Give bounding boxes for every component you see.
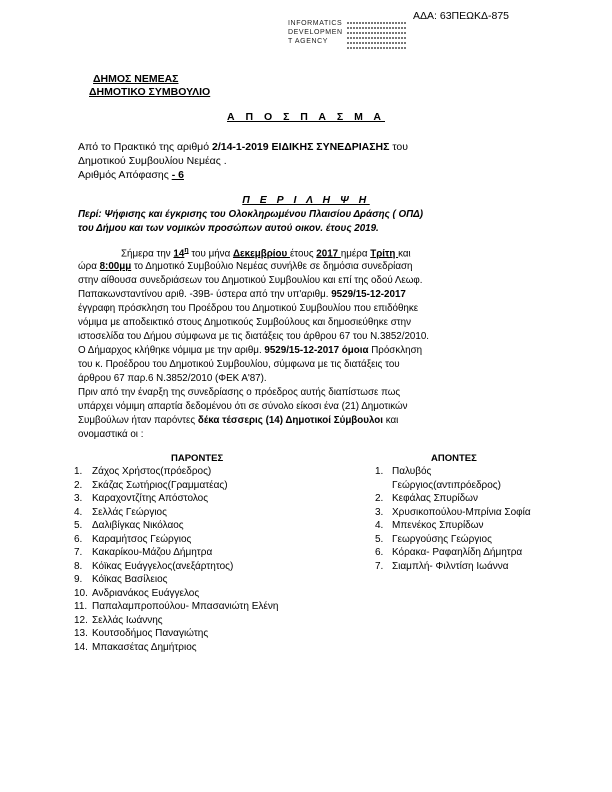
body-line: έγγραφη πρόσκληση του Προέδρου του Δημοτικού Συμβουλίου που επιδόθηκε	[78, 303, 419, 314]
list-item-number: 4.	[375, 520, 384, 531]
list-item-number: 6.	[375, 547, 384, 558]
summary-heading: Π Ε Ρ Ι Λ Η Ψ Η	[242, 194, 370, 206]
body-line: άρθρου 67 παρ.6 Ν.3852/2010 (ΦΕΚ Α'87).	[78, 373, 267, 384]
body-line: Σήμερα την $14^\eta$ του μήνα Δεκεμβρίου έτους 2017 ημέρα Τρίτη και	[121, 247, 411, 260]
list-item-name: Σκάζας Σωτήριος(Γραμματέας)	[92, 479, 228, 491]
list-item-name: Ανδριανάκος Ευάγγελος	[92, 587, 200, 599]
subject-line-1: Περί: Ψήφισης και έγκρισης του Ολοκληρωμένου Πλαισίου Δράσης ( ΟΠΔ)	[78, 209, 423, 220]
list-item-name: Κόϊκας Βασίλειος	[92, 574, 168, 585]
list-item-name: Κακαρίκου-Μάζου Δήμητρα	[92, 547, 213, 558]
list-item-number: 11.	[74, 601, 88, 612]
list-item-number: 2.	[74, 479, 83, 491]
list-item-name: Καραχοντζίτης Απόστολος	[92, 493, 209, 504]
body-line: Ο Δήμαρχος κλήθηκε νόμιμα με την αριθμ. 9529/15-12-2017 όμοια Πρόσκληση	[78, 345, 423, 356]
list-item-name: Μπακασέτας Δημήτριος	[92, 641, 197, 653]
list-item-name: Παλυβός	[392, 466, 432, 477]
list-item-name: Σιαμπλή- Φιλντίση Ιωάννα	[392, 560, 509, 572]
list-item-number: 3.	[375, 506, 384, 518]
list-item-number: 1.	[375, 466, 384, 477]
body-line: στην αίθουσα συνεδριάσεων του Δημοτικού Συμβουλίου και επί της οδού Λεωφ.	[78, 275, 423, 286]
council-name: ΔΗΜΟΤΙΚΟ ΣΥΜΒΟΥΛΙΟ	[89, 86, 211, 98]
present-heading: ΠΑΡΟΝΤΕΣ	[171, 453, 224, 464]
list-item-number: 13.	[74, 628, 88, 639]
ada-code: ΑΔΑ: 63ΠΕΩΚΔ-875	[413, 10, 510, 22]
stamp-line: INFORMATICS	[288, 20, 343, 27]
list-item-name: Δαλιβίγκας Νικόλαος	[92, 520, 184, 531]
list-item-name: Γεωργούσης Γεώργιος	[392, 533, 492, 545]
list-item-name: Καραμήτσος Γεώργιος	[92, 533, 192, 545]
agency-stamp-logo	[288, 20, 408, 64]
list-item-name: Κεφάλας Σπυρίδων	[392, 493, 478, 504]
list-item-name: Κόρακα- Ραφαηλίδη Δήμητρα	[392, 547, 523, 558]
list-item-number: 5.	[74, 520, 83, 531]
body-line: υπάρχει νόμιμη απαρτία δεδομένου ότι σε σύνολο είκοσι ένα (21) Δημοτικών	[78, 401, 408, 412]
body-line: νόμιμα με αποδεικτικό στους Δημοτικούς Συμβούλους και δημοσιεύθηκε στην	[78, 317, 411, 328]
municipality-name: ΔΗΜΟΣ ΝΕΜΕΑΣ	[93, 73, 179, 85]
stamp-line: T AGENCY	[288, 38, 329, 45]
list-item-name: Μπενέκος Σπυρίδων	[392, 520, 484, 531]
list-item-name: Σελλάς Ιωάννης	[92, 614, 163, 626]
body-line: Πριν από την έναρξη της συνεδρίασης ο πρόεδρος αυτής διαπίστωσε πως	[78, 387, 401, 398]
list-item-number: 4.	[74, 506, 83, 518]
list-item-number: 2.	[375, 493, 384, 504]
absent-heading: ΑΠΟΝΤΕΣ	[431, 453, 477, 464]
document-title: Α Π Ο Σ Π Α Σ Μ Α	[227, 111, 385, 123]
list-item-number: 8.	[74, 560, 83, 572]
list-item-name: Σελλάς Γεώργιος	[92, 506, 167, 518]
list-item-number: 14.	[74, 641, 88, 653]
body-line: ιστοσελίδα του Δήμου σύμφωνα με τις διατάξεις του άρθρου 67 του Ν.3852/2010.	[78, 331, 429, 342]
list-item-name: Χρυσικοπούλου-Μπρίνια Σοφία	[392, 506, 531, 518]
list-item-number: 7.	[74, 547, 83, 558]
list-item-name: Παπαλαμπροπούλου- Μπασανιώτη Ελένη	[92, 601, 279, 612]
list-item-number: 9.	[74, 574, 83, 585]
list-item-number: 5.	[375, 533, 384, 545]
list-item-name: Κουτσοδήμος Παναγιώτης	[92, 628, 209, 639]
list-item-name: Γεώργιος(αντιπρόεδρος)	[392, 479, 501, 491]
list-item-number: 6.	[74, 533, 83, 545]
body-line: Παπακωνσταντίνου αριθ. -39Β- ύστερα από την υπ'αριθμ. 9529/15-12-2017	[78, 289, 406, 300]
intro-line-1: Από το Πρακτικό της αριθμό 2/14-1-2019 ΕΙΔΙΚΗΣ ΣΥΝΕΔΡΙΑΣΗΣ του	[78, 141, 408, 153]
list-item-number: 3.	[74, 493, 83, 504]
list-item-number: 7.	[375, 560, 384, 572]
list-item-number: 12.	[74, 614, 88, 626]
decision-number: Αριθμός Απόφασης - 6	[78, 169, 184, 181]
list-item-number: 1.	[74, 466, 83, 477]
list-item-name: Κόϊκας Ευάγγελος(ανεξάρτητος)	[92, 560, 234, 572]
stamp-line: DEVELOPMEN	[288, 29, 343, 36]
subject-line-2: του Δήμου και των νομικών προσώπων αυτού οικον. έτους 2019.	[78, 223, 379, 234]
list-item-name: Ζάχος Χρήστος(πρόεδρος)	[92, 466, 212, 477]
stamp-fine-print	[347, 22, 407, 52]
intro-line-2: Δημοτικού Συμβουλίου Νεμέας .	[78, 155, 227, 167]
body-line: του κ. Προέδρου του Δημοτικού Συμβουλίου, σύμφωνα με τις διατάξεις του	[78, 359, 400, 370]
list-item-number: 10.	[74, 587, 88, 599]
body-line: ώρα 8:00μμ το Δημοτικό Συμβούλιο Νεμέας συνήλθε σε δημόσια συνεδρίαση	[78, 261, 413, 272]
body-line: Συμβούλων ήταν παρόντες δέκα τέσσερις (14) Δημοτικοί Σύμβουλοι και	[78, 415, 399, 426]
body-line: ονομαστικά οι :	[78, 429, 144, 440]
